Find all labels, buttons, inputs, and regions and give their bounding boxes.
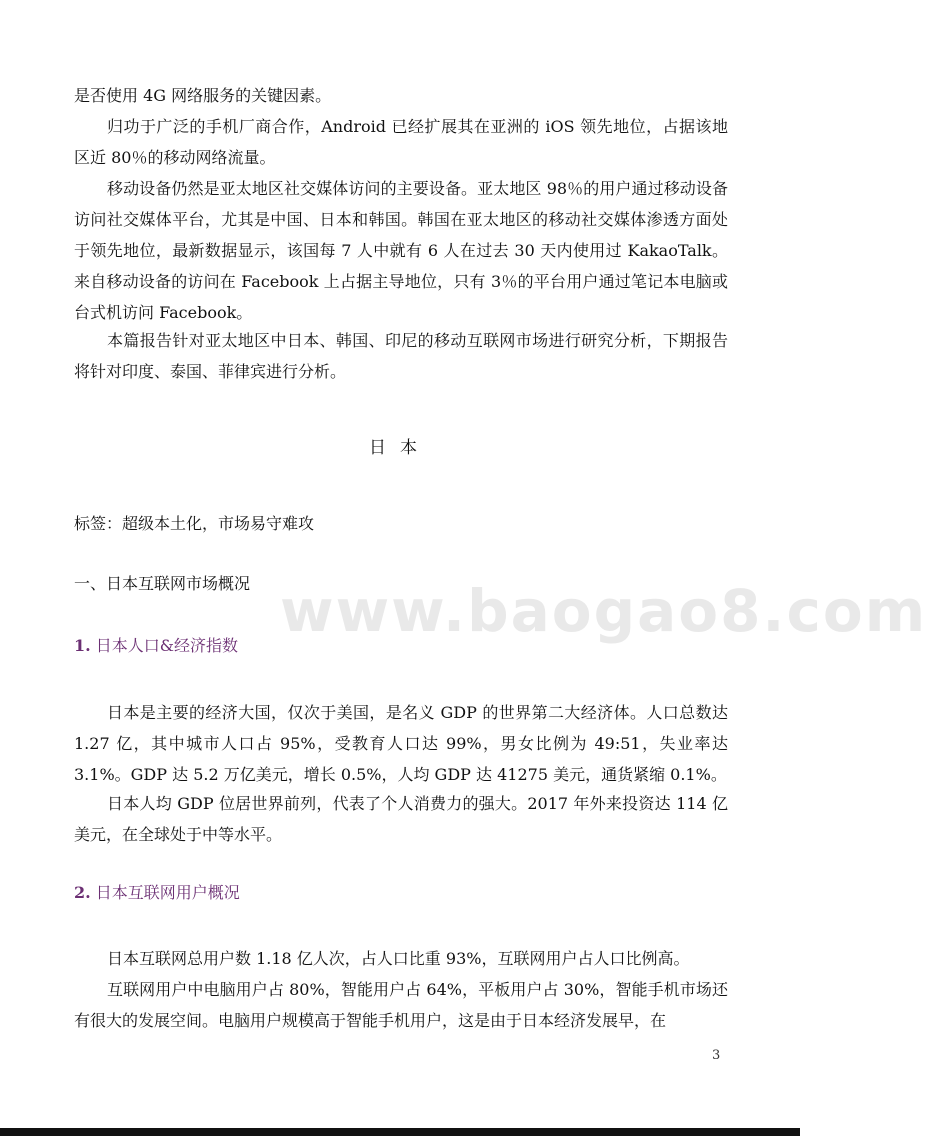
paragraph-4g-continued: 是否使用 4G 网络服务的关键因素。 <box>74 86 332 105</box>
watermark-text: www.baogao8.com <box>280 577 927 645</box>
paragraph-report-scope: 本篇报告针对亚太地区中日本、韩国、印尼的移动互联网市场进行研究分析，下期报告将针对印度、泰国、菲律宾进行分析。 <box>74 331 728 381</box>
subheading-population-economy <box>74 634 238 658</box>
bottom-border <box>0 1128 800 1136</box>
heading-market-overview: 一、日本互联网市场概况 <box>74 574 251 593</box>
paragraph-economy: 日本是主要的经济大国，仅次于美国，是名义 GDP 的世界第二大经济体。人口总数达 1.27 亿，其中城市人口占 95%，受教育人口达 99%，男女比例为 49:51，失业率达 3.1%。GDP 达 5.2 万亿美元，增长 0.5%，人均 GDP 达 41275 美元，通货紧缩 0.1%。 <box>74 703 728 784</box>
paragraph-device-share: 互联网用户中电脑用户占 80%，智能用户占 64%，平板用户占 30%，智能手机市场还有很大的发展空间。电脑用户规模高于智能手机用户，这是由于日本经济发展早，在 <box>74 980 728 1030</box>
subheading-internet-users <box>74 881 240 905</box>
paragraph-internet-total: 日本互联网总用户数 1.18 亿人次，占人口比重 93%，互联网用户占人口比例高。 <box>107 949 690 968</box>
subheading-label: 日本互联网用户概况 <box>90 883 240 902</box>
section-title-japan: 日本 <box>369 438 431 458</box>
subheading-number: 2. <box>74 883 91 902</box>
subheading-number: 1. <box>74 636 91 655</box>
tag-line: 标签：超级本土化，市场易守难攻 <box>74 514 315 533</box>
page-number: 3 <box>712 1048 721 1063</box>
paragraph-gdp-per-capita: 日本人均 GDP 位居世界前列，代表了个人消费力的强大。2017 年外来投资达 114 亿美元，在全球处于中等水平。 <box>74 794 728 844</box>
paragraph-android: 归功于广泛的手机厂商合作，Android 已经扩展其在亚洲的 iOS 领先地位，占据该地区近 80％的移动网络流量。 <box>74 117 728 167</box>
subheading-label: 日本人口&经济指数 <box>90 636 239 655</box>
paragraph-social-media: 移动设备仍然是亚太地区社交媒体访问的主要设备。亚太地区 98％的用户通过移动设备访问社交媒体平台，尤其是中国、日本和韩国。韩国在亚太地区的移动社交媒体渗透方面处于领先地位，最新数据显示，该国每 7 人中就有 6 人在过去 30 天内使用过 KakaoTalk。来自移动设备的访问在 Facebook 上占据主导地位，只有 3％的平台用户通过笔记本电脑或台式机访问 Facebook。 <box>74 179 728 322</box>
